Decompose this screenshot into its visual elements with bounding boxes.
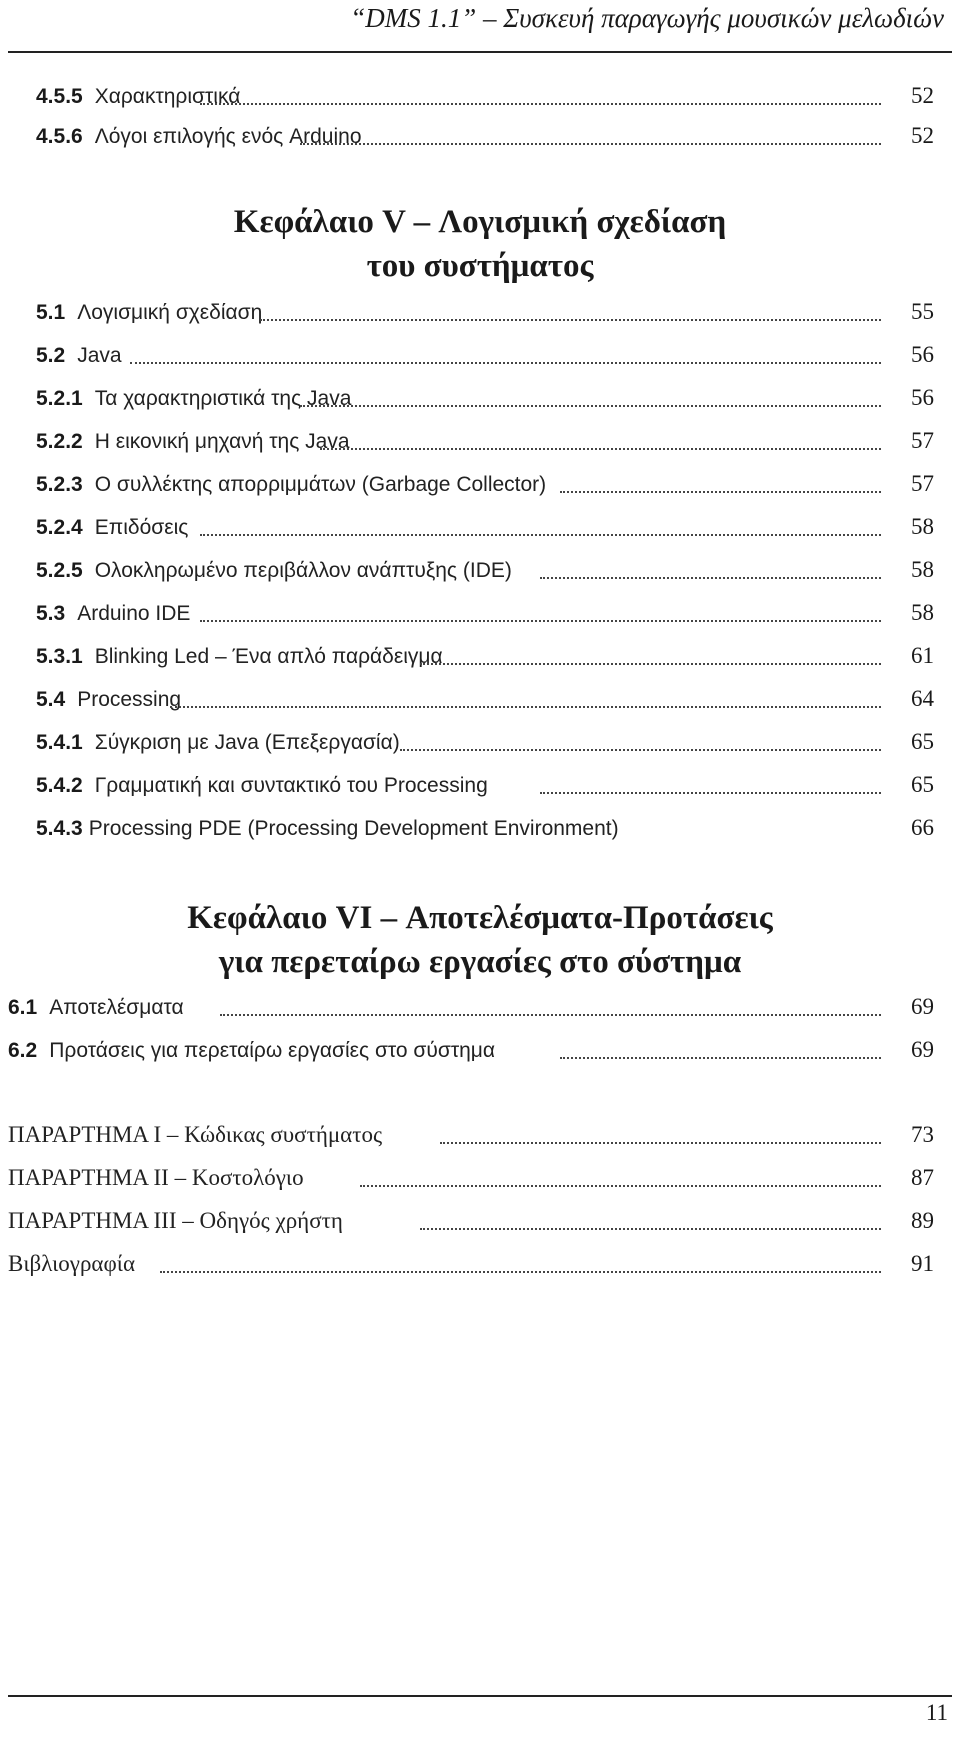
toc-entry-label: Αποτελέσματα — [49, 996, 184, 1019]
toc-entry-page: 58 — [911, 557, 934, 582]
toc-entry-label: Processing — [77, 688, 182, 711]
toc-entry[interactable] — [0, 1245, 960, 1283]
toc-entry[interactable] — [0, 1031, 960, 1069]
toc-entry-page: 58 — [911, 600, 934, 625]
dot-leader — [300, 405, 881, 407]
toc-entry-number: 4.5.6 — [36, 125, 83, 148]
toc-entry[interactable] — [0, 988, 960, 1026]
toc-entry-number: 5.4 — [36, 688, 66, 711]
dot-leader — [200, 534, 881, 536]
toc-entry-label: Blinking Led – Ένα απλό παράδειγμα — [94, 645, 443, 668]
toc-entry[interactable] — [0, 680, 960, 718]
toc-entry-page: 56 — [911, 342, 934, 367]
toc-entry-number: 5.2.5 — [36, 559, 83, 582]
toc-entry-label: ΠΑΡΑΡΤΗΜΑ ΙΙΙ – Οδηγός χρήστη — [8, 1208, 343, 1233]
dot-leader — [220, 1014, 881, 1016]
toc-entry-label: Λογισμική σχεδίαση — [77, 301, 263, 324]
toc-entry-number: 5.4.3 — [36, 817, 83, 840]
toc-entry-page: 64 — [911, 686, 934, 711]
toc-entry-page: 73 — [911, 1122, 934, 1147]
dot-leader — [200, 103, 881, 105]
toc-entry-label: Java — [77, 344, 122, 367]
chapter-heading-line1: Κεφάλαιο VI – Αποτελέσματα-Προτάσεις — [187, 900, 773, 936]
toc-entry[interactable] — [0, 637, 960, 675]
toc-entry-number: 5.2.4 — [36, 516, 83, 539]
toc-entry-label: Γραμματική και συντακτικό του Processing — [94, 774, 488, 797]
toc-entry-page: 91 — [911, 1251, 934, 1276]
dot-leader — [440, 1142, 881, 1144]
toc-entry-page: 65 — [911, 772, 934, 797]
toc-entry-number: 5.2.1 — [36, 387, 83, 410]
toc-entry[interactable] — [0, 766, 960, 804]
toc-entry-number: 5.4.2 — [36, 774, 83, 797]
toc-entry[interactable] — [0, 336, 960, 374]
dot-leader — [360, 1185, 881, 1187]
dot-leader — [540, 577, 881, 579]
toc-entry-label: ΠΑΡΑΡΤΗΜΑ Ι – Κώδικας συστήματος — [8, 1122, 383, 1147]
dot-leader — [320, 448, 881, 450]
toc-entry-number: 5.2.3 — [36, 473, 83, 496]
toc-entry-number: 6.2 — [8, 1039, 38, 1062]
header-rule — [8, 51, 952, 53]
toc-entry-label: Χαρακτηριστικά — [94, 85, 241, 108]
toc-entry-number: 5.1 — [36, 301, 66, 324]
dot-leader — [300, 143, 881, 145]
toc-entry[interactable] — [0, 723, 960, 761]
toc-entry-label: Η εικονική μηχανή της Java — [94, 430, 350, 453]
toc-entry-page: 55 — [911, 299, 934, 324]
chapter-heading-line1: Κεφάλαιο V – Λογισμική σχεδίαση — [233, 204, 727, 240]
toc-entry[interactable] — [0, 77, 960, 115]
toc-entry-number: 5.2.2 — [36, 430, 83, 453]
toc-entry-page: 69 — [911, 994, 934, 1019]
toc-entry[interactable] — [0, 508, 960, 546]
toc-entry-page: 57 — [911, 428, 934, 453]
dot-leader — [420, 663, 881, 665]
running-header: “DMS 1.1” – Συσκευή παραγωγής μουσικών μελωδιών — [350, 3, 944, 33]
dot-leader — [560, 491, 881, 493]
toc-entry-number: 5.3.1 — [36, 645, 83, 668]
toc-entry[interactable] — [0, 293, 960, 331]
toc-entry[interactable] — [0, 379, 960, 417]
toc-entry-page: 61 — [911, 643, 934, 668]
chapter-heading-line2: του συστήματος — [366, 248, 594, 284]
dot-leader — [260, 319, 881, 321]
toc-entry-page: 57 — [911, 471, 934, 496]
dot-leader — [170, 706, 881, 708]
toc-entry[interactable] — [0, 1159, 960, 1197]
toc-entry-number: 6.1 — [8, 996, 38, 1019]
toc-entry[interactable] — [0, 1202, 960, 1240]
toc-entry[interactable] — [0, 465, 960, 503]
dot-leader — [200, 620, 881, 622]
toc-entry[interactable] — [0, 809, 960, 847]
toc-entry[interactable] — [0, 117, 960, 155]
dot-leader — [160, 1271, 881, 1273]
page-number: 11 — [925, 1700, 948, 1725]
toc-entry-label: Βιβλιογραφία — [8, 1251, 135, 1276]
dot-leader — [420, 1228, 881, 1230]
dot-leader — [540, 792, 881, 794]
toc-entry-number: 5.2 — [36, 344, 66, 367]
toc-entry[interactable] — [0, 594, 960, 632]
dot-leader — [130, 362, 881, 364]
dot-leader — [560, 1057, 881, 1059]
toc-entry-page: 52 — [911, 123, 934, 148]
toc-entry[interactable] — [0, 1116, 960, 1154]
toc-entry-page: 58 — [911, 514, 934, 539]
toc-entry-page: 87 — [911, 1165, 934, 1190]
toc-entry-page: 66 — [911, 815, 934, 840]
toc-entry-label: Ο συλλέκτης απορριμμάτων (Garbage Collector) — [94, 473, 547, 496]
dot-leader — [400, 749, 881, 751]
toc-entry-label: Arduino IDE — [77, 602, 191, 625]
toc-entry-label: Λόγοι επιλογής ενός Arduino — [94, 125, 362, 148]
toc-entry-number: 5.3 — [36, 602, 66, 625]
toc-entry-label: ΠΑΡΑΡΤΗΜΑ ΙΙ – Κοστολόγιο — [8, 1165, 304, 1190]
chapter-heading-line2: για περεταίρω εργασίες στο σύστημα — [218, 944, 742, 980]
toc-entry-page: 69 — [911, 1037, 934, 1062]
toc-entry-label: Τα χαρακτηριστικά της Java — [94, 387, 352, 410]
toc-entry-number: 5.4.1 — [36, 731, 83, 754]
toc-entry-label: Επιδόσεις — [94, 516, 189, 539]
toc-entry[interactable] — [0, 551, 960, 589]
toc-entry-label: Ολοκληρωμένο περιβάλλον ανάπτυξης (IDE) — [94, 559, 512, 582]
toc-entry-page: 56 — [911, 385, 934, 410]
toc-entry[interactable] — [0, 422, 960, 460]
toc-entry-label: Σύγκριση με Java (Επεξεργασία) — [94, 731, 400, 754]
toc-entry-label: Processing PDE (Processing Development Environment) — [88, 817, 619, 840]
toc-entry-page: 65 — [911, 729, 934, 754]
footer-rule — [8, 1695, 952, 1697]
toc-entry-page: 52 — [911, 83, 934, 108]
toc-entry-label: Προτάσεις για περεταίρω εργασίες στο σύστημα — [49, 1039, 496, 1062]
toc-entry-number: 4.5.5 — [36, 85, 83, 108]
toc-entry-page: 89 — [911, 1208, 934, 1233]
